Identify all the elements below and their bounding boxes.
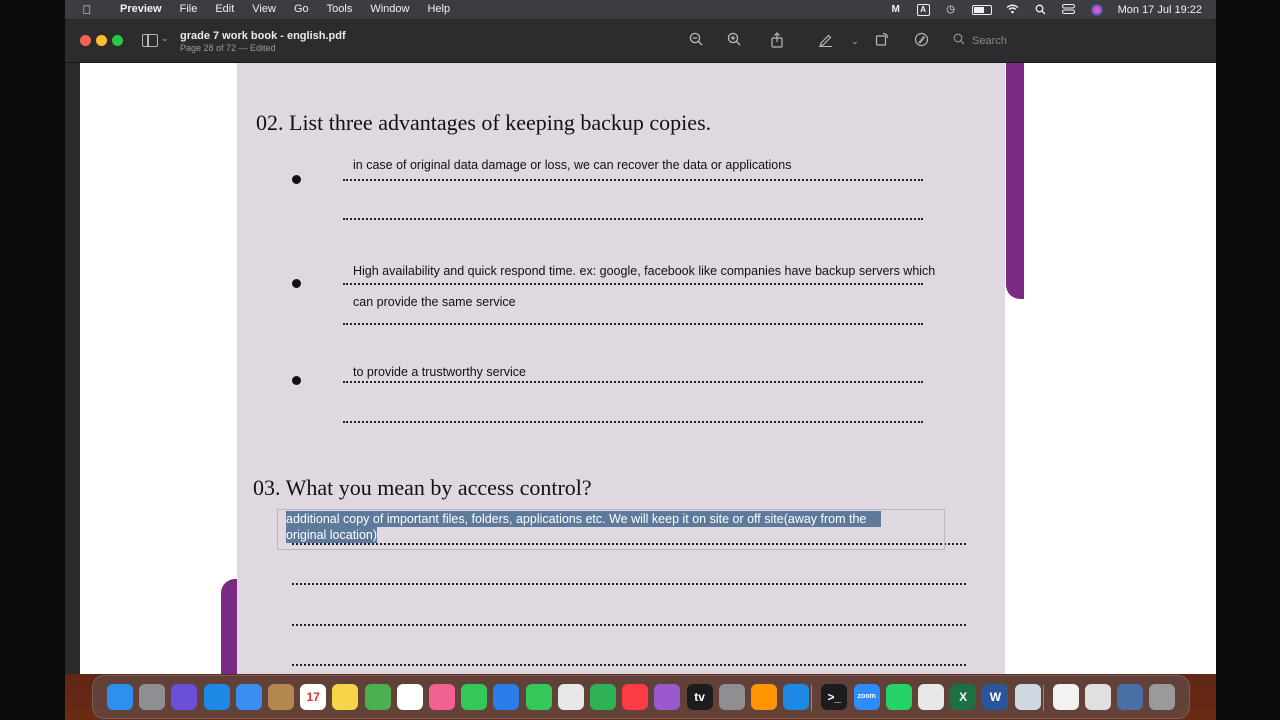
a-box-icon[interactable]: A	[917, 4, 930, 16]
reminders-icon[interactable]	[397, 684, 423, 710]
page-decoration-stripe	[221, 579, 237, 674]
preview-window	[65, 19, 1216, 674]
zoom-in-icon[interactable]	[725, 32, 743, 50]
launchpad-icon[interactable]	[139, 684, 165, 710]
menu-app-name[interactable]: Preview	[120, 3, 162, 15]
question-3-heading: 03. What you mean by access control?	[253, 475, 592, 500]
trash-icon[interactable]	[1149, 684, 1175, 710]
excel-icon[interactable]: X	[950, 684, 976, 710]
finder-icon[interactable]	[107, 684, 133, 710]
zoom-icon[interactable]: zoom	[854, 684, 880, 710]
keynote-icon[interactable]	[493, 684, 519, 710]
page-decoration-stripe	[1006, 63, 1024, 299]
sidebar-toggle-icon[interactable]	[142, 34, 158, 47]
answer-2-3: to provide a trustworthy service	[353, 365, 526, 379]
gmail-icon[interactable]: M	[891, 3, 900, 15]
wifi-icon[interactable]	[1006, 4, 1020, 16]
battery-icon[interactable]	[972, 5, 992, 15]
facetime-icon[interactable]	[526, 684, 552, 710]
clock-icon[interactable]: ◷	[946, 3, 955, 15]
dock	[92, 675, 1190, 719]
photos-icon[interactable]	[429, 684, 455, 710]
markup-toolbar-icon[interactable]	[912, 32, 930, 50]
document-subtitle: Page 28 of 72 — Edited	[180, 43, 276, 53]
menu-go[interactable]: Go	[293, 3, 309, 15]
calendar-icon[interactable]: 17	[300, 684, 326, 710]
bullet-point	[292, 175, 301, 184]
siri-icon[interactable]	[171, 684, 197, 710]
search-magnifier-icon	[953, 31, 965, 51]
system-settings-icon[interactable]	[719, 684, 745, 710]
maps-icon[interactable]	[365, 684, 391, 710]
podcasts-icon[interactable]	[654, 684, 680, 710]
word-icon[interactable]: W	[982, 684, 1008, 710]
zoom-out-icon[interactable]	[687, 32, 705, 50]
share-icon[interactable]	[768, 32, 786, 50]
menu-file[interactable]: File	[179, 3, 198, 15]
music-icon[interactable]	[622, 684, 648, 710]
menu-window[interactable]: Window	[370, 3, 410, 15]
search-icon[interactable]	[1034, 4, 1048, 16]
mac-screen	[65, 0, 1216, 720]
pdf-page	[237, 63, 1005, 674]
messages-icon[interactable]	[461, 684, 487, 710]
menu-help[interactable]: Help	[427, 3, 451, 15]
document-title: grade 7 work book - english.pdf	[180, 30, 346, 42]
siri-icon[interactable]	[1090, 4, 1104, 16]
terminal-icon[interactable]: >_	[821, 684, 847, 710]
safari-icon[interactable]	[204, 684, 230, 710]
search-placeholder: Search	[972, 35, 1007, 47]
answer-line	[292, 624, 966, 626]
answer-line	[292, 583, 966, 585]
markup-pen-icon[interactable]	[816, 32, 834, 50]
video-letterbox-left	[0, 0, 65, 720]
whatsapp-icon[interactable]	[886, 684, 912, 710]
minimize-window-button[interactable]	[96, 35, 107, 46]
rotate-icon[interactable]	[873, 32, 891, 50]
document-viewport[interactable]	[65, 63, 1216, 674]
mail-icon[interactable]	[236, 684, 262, 710]
menu-view[interactable]: View	[252, 3, 276, 15]
bullet-point	[292, 376, 301, 385]
menu-tools[interactable]: Tools	[326, 3, 353, 15]
notes-icon[interactable]	[332, 684, 358, 710]
numbers-icon[interactable]	[590, 684, 616, 710]
video-letterbox-right	[1216, 0, 1280, 720]
chrome-icon[interactable]	[918, 684, 944, 710]
window-titlebar	[65, 19, 1216, 63]
dock-separator	[1043, 685, 1044, 711]
answer-line	[343, 179, 923, 181]
freeform-icon[interactable]	[558, 684, 584, 710]
zoom-window-button[interactable]	[112, 35, 123, 46]
control-center-icon[interactable]	[1062, 4, 1076, 16]
close-window-button[interactable]	[80, 35, 91, 46]
selected-text-line-2[interactable]: original location)	[286, 528, 378, 542]
answer-2-1: in case of original data damage or loss, we can recover the data or applications	[353, 158, 792, 172]
answer-line	[343, 421, 923, 423]
menubar-clock[interactable]: Mon 17 Jul 19:22	[1117, 3, 1202, 16]
answer-2-2-line1: High availability and quick respond time. ex: google, facebook like companies have backup servers which	[353, 264, 936, 278]
menu-edit[interactable]: Edit	[215, 3, 235, 15]
search-field[interactable]	[951, 31, 1161, 51]
answer-line	[343, 218, 923, 220]
downloads-stack-icon[interactable]	[1085, 684, 1111, 710]
books-icon[interactable]	[751, 684, 777, 710]
answer-line	[343, 283, 923, 285]
app-store-icon[interactable]	[783, 684, 809, 710]
menu-bar	[65, 0, 1216, 19]
markup-chevron-down-icon[interactable]: ⌄	[851, 36, 859, 46]
apple-menu-icon[interactable]	[79, 3, 95, 17]
question-2-heading: 02. List three advantages of keeping backup copies.	[256, 110, 712, 135]
tv-icon[interactable]: tv	[687, 684, 713, 710]
window-left-edge	[65, 63, 80, 674]
bullet-point	[292, 279, 301, 288]
chevron-down-icon[interactable]: ⌄	[161, 33, 169, 43]
selected-text-line-1[interactable]: additional copy of important files, folders, applications etc. We will keep it on site or off site(away from the	[286, 511, 881, 527]
answer-line	[292, 664, 966, 666]
preview-icon[interactable]	[1015, 684, 1041, 710]
answer-line	[343, 381, 923, 383]
document-icon[interactable]	[1053, 684, 1079, 710]
menu-items	[116, 0, 459, 19]
status-area	[889, 0, 1202, 19]
answer-line	[343, 323, 923, 325]
contacts-icon[interactable]	[268, 684, 294, 710]
answer-2-2-line2: can provide the same service	[353, 295, 516, 309]
dock-separator	[811, 685, 812, 711]
screens-stack-icon[interactable]	[1117, 684, 1143, 710]
